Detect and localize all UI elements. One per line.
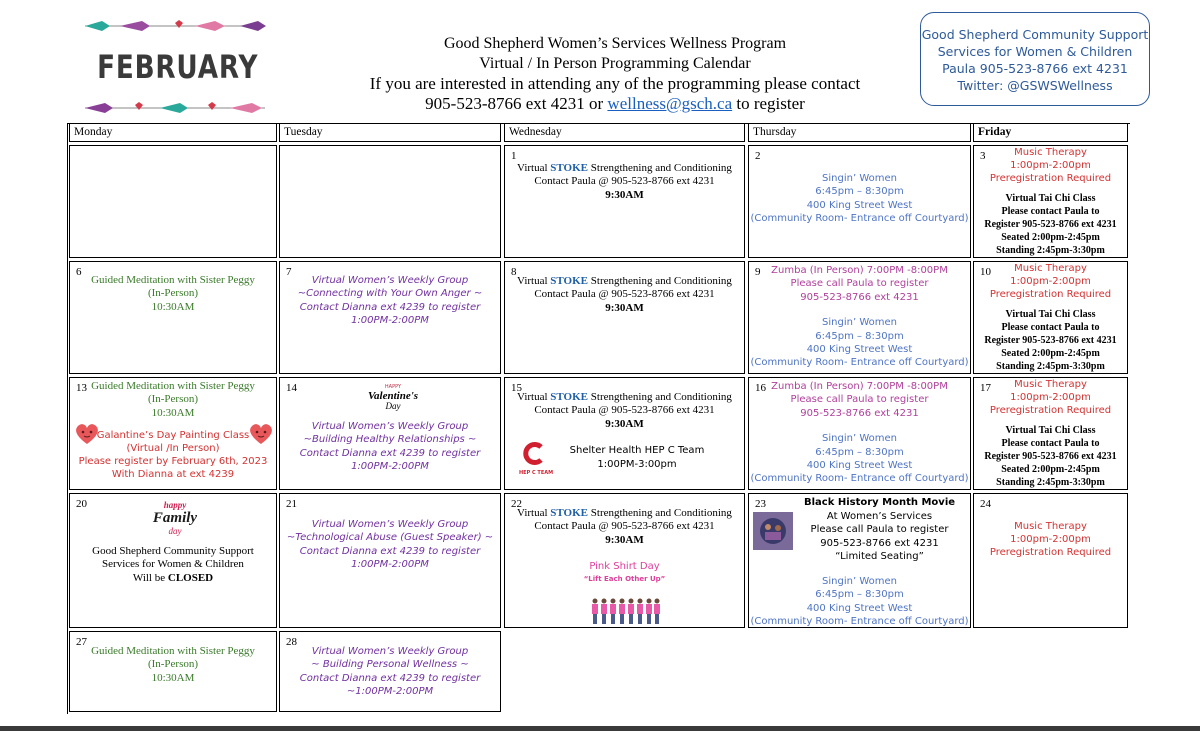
wellness-email-link[interactable]: wellness@gsch.ca xyxy=(607,94,733,113)
meditation-time: 10:30AM xyxy=(151,406,195,419)
singin-room: (Community Room- Entrance off Courtyard) xyxy=(750,357,969,369)
taichi-standing: Standing 2:45pm-3:30pm xyxy=(996,360,1105,372)
taichi-register: Register 905-523-8766 ext 4231 xyxy=(984,450,1117,462)
weekly-group-topic: ~Connecting with Your Own Anger ~ xyxy=(297,288,483,300)
cell-feb-14 xyxy=(279,377,501,490)
cell-feb-13 xyxy=(69,377,277,490)
singin-address: 400 King Street West xyxy=(806,199,913,211)
header-line-4 xyxy=(300,94,930,114)
singin-address: 400 King Street West xyxy=(806,460,913,472)
zumba-title: Zumba (In Person) 7:00PM -8:00PM xyxy=(771,265,948,276)
cell-feb-21 xyxy=(279,493,501,628)
cell-feb-7 xyxy=(279,261,501,374)
singin-time: 6:45pm – 8:30pm xyxy=(815,186,904,198)
meditation-time: 10:30AM xyxy=(151,300,195,313)
weekly-group-time: 1:00PM-2:00PM xyxy=(351,461,429,473)
taichi-standing: Standing 2:45pm-3:30pm xyxy=(996,476,1105,488)
black-history-seating: “Limited Seating” xyxy=(835,551,924,562)
family-day-line-1: Good Shepherd Community Support xyxy=(92,545,254,557)
stoke-title: Virtual STOKE Strengthening and Conditioning xyxy=(517,275,732,287)
movie-poster-icon xyxy=(753,512,793,550)
day-header-thursday: Thursday xyxy=(748,123,971,142)
cell-feb-27 xyxy=(69,631,277,712)
day-header-friday: Friday xyxy=(973,123,1128,142)
feather-arrows-top-icon xyxy=(80,18,270,40)
feather-arrows-bottom-icon xyxy=(80,98,270,120)
taichi-contact: Please contact Paula to xyxy=(1001,438,1100,450)
cell-feb-15 xyxy=(504,377,745,490)
singin-room: (Community Room- Entrance off Courtyard) xyxy=(750,473,969,485)
cell-feb-17 xyxy=(973,377,1128,490)
stoke-contact: Contact Paula @ 905-523-8766 ext 4231 xyxy=(534,175,715,188)
taichi-title: Virtual Tai Chi Class xyxy=(1005,309,1096,321)
music-therapy-prereg: Preregistration Required xyxy=(989,547,1112,558)
zumba-phone: 905-523-8766 ext 4231 xyxy=(800,407,919,419)
stoke-title: Virtual STOKE Strengthening and Conditioning xyxy=(517,391,732,403)
stoke-time: 9:30AM xyxy=(605,417,644,430)
cell-feb-2 xyxy=(748,145,971,258)
cell-feb-8 xyxy=(504,261,745,374)
weekly-group-contact: Contact Dianna ext 4239 to register xyxy=(299,672,481,684)
date-number: 20 xyxy=(76,498,87,510)
meditation-mode: (In-Person) xyxy=(147,658,199,671)
date-number: 8 xyxy=(511,266,517,278)
galentine-title: Galantine’s Day Painting Class xyxy=(96,430,250,441)
cell-feb-6 xyxy=(69,261,277,374)
taichi-seated: Seated 2:00pm-2:45pm xyxy=(1001,347,1100,359)
contact-twitter: Twitter: @GSWSWellness xyxy=(957,78,1113,93)
cell-feb-22 xyxy=(504,493,745,628)
weekly-group-title: Virtual Women’s Weekly Group xyxy=(311,421,469,432)
black-history-call: Please call Paula to register xyxy=(810,524,949,535)
contact-line-1: Good Shepherd Community Support xyxy=(921,27,1149,42)
day-header-monday: Monday xyxy=(69,123,277,142)
stoke-title: Virtual STOKE Strengthening and Conditioning xyxy=(517,507,732,519)
weekly-group-topic: ~Building Healthy Relationships ~ xyxy=(303,434,477,446)
taichi-seated: Seated 2:00pm-2:45pm xyxy=(1001,231,1100,243)
stoke-contact: Contact Paula @ 905-523-8766 ext 4231 xyxy=(534,404,715,417)
weekly-group-contact: Contact Dianna ext 4239 to register xyxy=(299,447,481,459)
date-number: 21 xyxy=(286,498,297,510)
date-number: 6 xyxy=(76,266,82,278)
cell-feb-3 xyxy=(973,145,1128,258)
pink-shirt-tagline: “Lift Each Other Up” xyxy=(583,575,666,584)
meditation-title: Guided Meditation with Sister Peggy xyxy=(91,274,255,286)
singin-room: (Community Room- Entrance off Courtyard) xyxy=(750,616,969,628)
family-day-art xyxy=(142,500,208,540)
music-therapy-title: Music Therapy xyxy=(1014,379,1087,390)
weekly-group-title: Virtual Women’s Weekly Group xyxy=(311,275,469,286)
valentine-happy: HAPPY xyxy=(384,384,402,390)
date-number: 27 xyxy=(76,636,87,648)
taichi-seated: Seated 2:00pm-2:45pm xyxy=(1001,463,1100,475)
page-bottom-border xyxy=(0,726,1200,731)
taichi-contact: Please contact Paula to xyxy=(1001,322,1100,334)
date-number: 15 xyxy=(511,382,522,394)
weekly-group-title: Virtual Women’s Weekly Group xyxy=(311,519,469,530)
date-number: 28 xyxy=(286,636,297,648)
date-number: 7 xyxy=(286,266,292,278)
date-number: 3 xyxy=(980,150,986,162)
shelter-health-time: 1:00PM-3:00pm xyxy=(597,458,677,470)
weekly-group-time: 1:00PM-2:00PM xyxy=(351,315,429,327)
galentine-with: With Dianna at ext 4239 xyxy=(111,469,235,480)
singin-time: 6:45pm – 8:30pm xyxy=(815,446,904,458)
header-line-2: Virtual / In Person Programming Calendar xyxy=(479,55,751,72)
date-number: 17 xyxy=(980,382,991,394)
zumba-phone: 905-523-8766 ext 4231 xyxy=(800,291,919,303)
weekly-group-title: Virtual Women’s Weekly Group xyxy=(311,646,469,657)
music-therapy-time: 1:00pm-2:00pm xyxy=(1010,534,1091,545)
music-therapy-prereg: Preregistration Required xyxy=(989,404,1112,416)
family-day-happy: happy xyxy=(163,500,187,510)
singin-title: Singin’ Women xyxy=(822,173,897,184)
zumba-call: Please call Paula to register xyxy=(790,278,929,290)
cell-feb-16 xyxy=(748,377,971,490)
stoke-time: 9:30AM xyxy=(605,301,644,314)
hep-c-team-logo-icon xyxy=(523,442,547,470)
weekly-group-contact: Contact Dianna ext 4239 to register xyxy=(299,301,481,313)
weekly-group-time: 1:00PM-2:00PM xyxy=(351,559,429,571)
date-number: 23 xyxy=(755,498,766,510)
logo-month: FEBRUARY xyxy=(97,48,259,86)
music-therapy-title: Music Therapy xyxy=(1014,521,1087,532)
weekly-group-topic: ~ Building Personal Wellness ~ xyxy=(311,659,469,671)
weekly-group-topic: ~Technological Abuse (Guest Speaker) ~ xyxy=(286,532,494,544)
singin-time: 6:45pm – 8:30pm xyxy=(815,330,904,342)
family-day-day: day xyxy=(168,526,182,536)
contact-box xyxy=(920,12,1150,106)
cell-feb-23 xyxy=(748,493,971,628)
singin-address: 400 King Street West xyxy=(806,602,913,614)
family-day-line-2: Services for Women & Children xyxy=(102,558,244,571)
family-day-closed: Will be CLOSED xyxy=(132,571,214,584)
music-therapy-time: 1:00pm-2:00pm xyxy=(1010,391,1091,403)
header-phone: 905-523-8766 ext 4231 or xyxy=(425,94,608,113)
singin-title: Singin’ Women xyxy=(822,433,897,445)
day-header-tuesday: Tuesday xyxy=(279,123,501,142)
date-number: 10 xyxy=(980,266,991,278)
music-therapy-prereg: Preregistration Required xyxy=(989,288,1112,300)
date-number: 2 xyxy=(755,150,761,162)
meditation-title: Guided Meditation with Sister Peggy xyxy=(91,645,255,657)
taichi-contact: Please contact Paula to xyxy=(1001,206,1100,218)
cell-feb-24 xyxy=(973,493,1128,628)
singin-title: Singin’ Women xyxy=(822,576,897,587)
taichi-register: Register 905-523-8766 ext 4231 xyxy=(984,334,1117,346)
meditation-title: Guided Meditation with Sister Peggy xyxy=(91,380,255,392)
singin-title: Singin’ Women xyxy=(822,317,897,329)
taichi-title: Virtual Tai Chi Class xyxy=(1005,193,1096,205)
header-line-1: Good Shepherd Women’s Services Wellness Program xyxy=(443,35,787,52)
date-number: 16 xyxy=(755,382,766,394)
music-therapy-title: Music Therapy xyxy=(1014,147,1087,158)
singin-address: 400 King Street West xyxy=(806,344,913,356)
taichi-register: Register 905-523-8766 ext 4231 xyxy=(984,218,1117,230)
cell-feb-20 xyxy=(69,493,277,628)
valentines-day-art xyxy=(365,384,421,414)
meditation-time: 10:30AM xyxy=(151,671,195,684)
contact-line-3: Paula 905-523-8766 ext 4231 xyxy=(942,61,1128,76)
contact-line-2: Services for Women & Children xyxy=(937,44,1133,59)
singin-time: 6:45pm – 8:30pm xyxy=(815,589,904,601)
music-therapy-title: Music Therapy xyxy=(1014,263,1087,274)
program-header xyxy=(300,34,930,114)
date-number: 13 xyxy=(76,382,87,394)
weekly-group-time: ~1:00PM-2:00PM xyxy=(346,686,434,698)
music-therapy-time: 1:00pm-2:00pm xyxy=(1010,159,1091,171)
date-number: 22 xyxy=(511,498,522,510)
header-line-3: If you are interested in attending any of the programming please contact xyxy=(369,74,861,93)
black-history-title: Black History Month Movie xyxy=(803,497,956,508)
weekly-group-contact: Contact Dianna ext 4239 to register xyxy=(299,545,481,557)
date-number: 24 xyxy=(980,498,991,510)
meditation-mode: (In-Person) xyxy=(147,393,199,406)
stoke-time: 9:30AM xyxy=(605,533,644,546)
music-therapy-time: 1:00pm-2:00pm xyxy=(1010,275,1091,287)
stoke-contact: Contact Paula @ 905-523-8766 ext 4231 xyxy=(534,288,715,301)
cell-feb-10 xyxy=(973,261,1128,374)
day-header-wednesday: Wednesday xyxy=(504,123,745,142)
taichi-standing: Standing 2:45pm-3:30pm xyxy=(996,244,1105,256)
date-number: 14 xyxy=(286,382,297,394)
shelter-health-title: Shelter Health HEP C Team xyxy=(569,445,705,456)
stoke-contact: Contact Paula @ 905-523-8766 ext 4231 xyxy=(534,520,715,533)
pink-shirt-people-icon xyxy=(591,596,661,626)
black-history-place: At Women’s Services xyxy=(826,510,933,522)
black-history-phone: 905-523-8766 ext 4231 xyxy=(820,537,939,549)
family-day-family: Family xyxy=(152,510,198,526)
singin-room: (Community Room- Entrance off Courtyard) xyxy=(750,213,969,225)
pink-shirt-title: Pink Shirt Day xyxy=(589,561,660,572)
date-number: 9 xyxy=(755,266,761,278)
header-register: to register xyxy=(732,94,805,113)
cell-empty-tuesday-week1 xyxy=(279,145,501,258)
galentine-register: Please register by February 6th, 2023 xyxy=(78,456,268,467)
taichi-title: Virtual Tai Chi Class xyxy=(1005,425,1096,437)
zumba-title: Zumba (In Person) 7:00PM -8:00PM xyxy=(771,381,948,392)
zumba-call: Please call Paula to register xyxy=(790,394,929,406)
meditation-mode: (In-Person) xyxy=(147,287,199,300)
cell-feb-28 xyxy=(279,631,501,712)
cell-feb-1 xyxy=(504,145,745,258)
cell-empty-monday-week1 xyxy=(69,145,277,258)
stoke-title: Virtual STOKE Strengthening and Conditioning xyxy=(517,162,732,174)
galentine-mode: (Virtual /In Person) xyxy=(126,443,220,454)
hep-c-logo-text: HEP C TEAM xyxy=(519,470,554,476)
music-therapy-prereg: Preregistration Required xyxy=(989,172,1112,184)
stoke-time: 9:30AM xyxy=(605,188,644,201)
valentine-word: Valentine's xyxy=(367,390,419,402)
february-logo xyxy=(80,18,270,118)
valentine-day: Day xyxy=(385,401,401,411)
cell-feb-9 xyxy=(748,261,971,374)
date-number: 1 xyxy=(511,150,517,162)
